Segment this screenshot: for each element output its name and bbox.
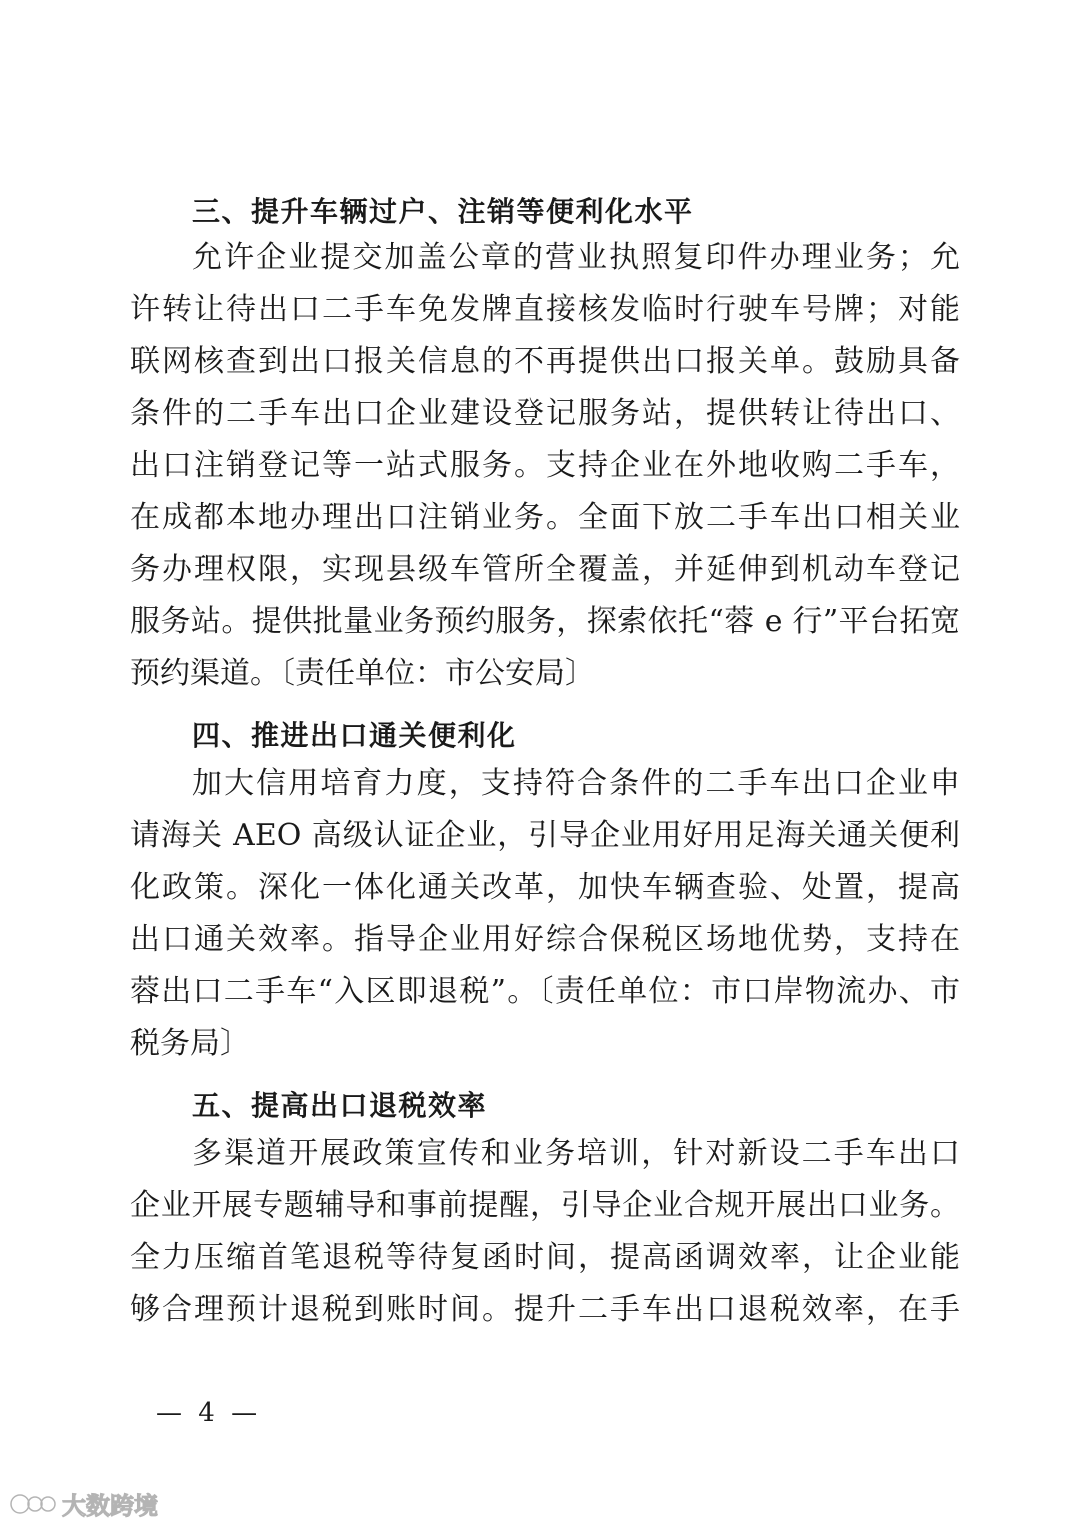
paragraph-line: 蓉出口二手车“入区即退税”。〔责任单位：市口岸物流办、市 [130, 974, 960, 1009]
paragraph-line: 够合理预计退税到账时间。提升二手车出口退税效率，在手 [130, 1292, 960, 1327]
section-heading-3: 三、提升车辆过户、注销等便利化水平 [192, 195, 694, 228]
paragraph-line: 条件的二手车出口企业建设登记服务站，提供转让待出口、 [130, 396, 960, 431]
paragraph-line: 化政策。深化一体化通关改革，加快车辆查验、处置，提高 [130, 870, 960, 905]
paragraph-line: 允许企业提交加盖公章的营业执照复印件办理业务；允 [192, 240, 960, 275]
paragraph-line: 税务局〕 [130, 1026, 250, 1061]
paragraph-line: 预约渠道。〔责任单位：市公安局〕 [130, 656, 595, 691]
watermark-text: 大数跨境 [62, 1492, 158, 1520]
paragraph-line: 联网核查到出口报关信息的不再提供出口报关单。鼓励具备 [130, 344, 960, 379]
paragraph-line: 出口通关效率。指导企业用好综合保税区场地优势，支持在 [130, 922, 960, 957]
paragraph-line: 许转让待出口二手车免发牌直接核发临时行驶车号牌；对能 [130, 292, 960, 327]
paragraph-line: 全力压缩首笔退税等待复函时间，提高函调效率，让企业能 [130, 1240, 960, 1275]
paragraph-line: 务办理权限，实现县级车管所全覆盖，并延伸到机动车登记 [130, 552, 960, 587]
section-heading-4: 四、推进出口通关便利化 [192, 719, 517, 752]
paragraph-line: 服务站。提供批量业务预约服务，探索依托“蓉 e 行”平台拓宽 [130, 604, 960, 639]
paragraph-line: 多渠道开展政策宣传和业务培训，针对新设二手车出口 [192, 1136, 960, 1171]
paragraph-line: 在成都本地办理出口注销业务。全面下放二手车出口相关业 [130, 500, 960, 535]
page-number: — 4 — [156, 1398, 262, 1428]
paragraph-line: 请海关 AEO 高级认证企业，引导企业用好用足海关通关便利 [130, 818, 960, 853]
watermark-logo-icon [8, 1493, 58, 1515]
paragraph-line: 企业开展专题辅导和事前提醒，引导企业合规开展出口业务。 [130, 1188, 960, 1223]
paragraph-line: 出口注销登记等一站式服务。支持企业在外地收购二手车， [130, 448, 960, 483]
paragraph-line: 加大信用培育力度，支持符合条件的二手车出口企业申 [192, 766, 960, 801]
watermark [8, 1486, 158, 1521]
section-heading-5: 五、提高出口退税效率 [192, 1089, 488, 1122]
